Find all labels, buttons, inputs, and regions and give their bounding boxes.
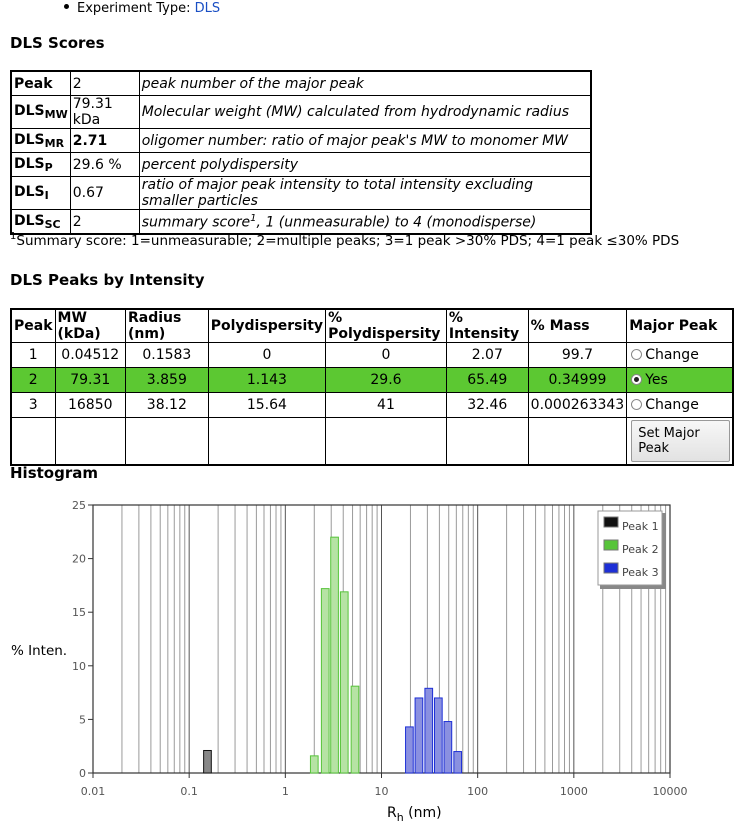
score-key [11, 96, 70, 129]
histogram-bar [454, 752, 462, 773]
peak-cell: 3.859 [125, 368, 208, 393]
score-key-text: DLS [14, 184, 45, 200]
peak-cell: 0 [326, 343, 447, 368]
major-peak-cell [627, 393, 733, 418]
histogram-bar [340, 592, 348, 773]
peak-cell: 0.34999 [528, 368, 627, 393]
y-tick-label: 5 [79, 713, 86, 727]
score-key-subscript: SC [44, 217, 61, 231]
score-description [139, 129, 591, 153]
empty-cell [528, 418, 627, 466]
y-axis-label: % Inten. [11, 643, 68, 659]
score-description [139, 177, 591, 210]
peak-cell: 41 [326, 393, 447, 418]
set-major-peak-button[interactable]: Set Major Peak [631, 420, 730, 462]
y-tick-label: 20 [72, 552, 86, 566]
empty-cell [55, 418, 125, 466]
score-key-text: DLS [14, 155, 45, 172]
set-major-peak-cell [627, 418, 733, 466]
y-tick-label: 25 [72, 499, 86, 512]
histogram-chart [0, 494, 734, 804]
peak-cell: 32.46 [446, 393, 528, 418]
empty-cell [11, 418, 55, 466]
x-tick-label: 10000 [652, 785, 688, 798]
dls-scores-heading: DLS Scores [10, 34, 105, 52]
experiment-type-label: Experiment Type: [77, 1, 191, 16]
x-tick-label: 10 [374, 785, 389, 798]
peak-cell: 0.1583 [125, 343, 208, 368]
major-peak-radio-label[interactable]: Change [645, 397, 699, 413]
column-header: MW (kDa) [55, 309, 125, 343]
peak-cell: 3 [11, 393, 55, 418]
peak-cell: 1 [11, 343, 55, 368]
column-header: % Intensity [446, 309, 528, 343]
score-key-subscript: P [44, 160, 53, 174]
peak-cell: 2 [11, 368, 55, 393]
score-description-text: peak number of the major peak [141, 75, 364, 92]
legend-label: Peak 2 [622, 543, 659, 556]
peak-cell: 29.6 [326, 368, 447, 393]
score-key [11, 71, 70, 96]
bullet-icon [64, 4, 69, 9]
peak-cell: 79.31 [55, 368, 125, 393]
histogram-bar [415, 698, 423, 773]
score-key-text: DLS [14, 131, 45, 148]
score-row [11, 71, 591, 96]
x-tick-label: 100 [467, 785, 489, 798]
legend-label: Peak 3 [622, 566, 659, 579]
y-tick-label: 0 [79, 767, 86, 780]
major-peak-radio[interactable] [631, 399, 642, 410]
legend-swatch [604, 563, 618, 573]
major-peak-radio[interactable] [631, 349, 642, 360]
column-header: % Mass [528, 309, 627, 343]
histogram-bar [425, 688, 433, 773]
peak-cell: 0.04512 [55, 343, 125, 368]
x-axis-label-sub: h [396, 810, 404, 824]
peak-cell: 15.64 [208, 393, 325, 418]
histogram-bar [321, 589, 329, 773]
footnote-mark: 1 [10, 231, 17, 242]
x-axis-label-tail: (nm) [403, 805, 442, 821]
score-key [11, 177, 70, 210]
score-key-subscript: MR [44, 136, 65, 150]
score-description-text: Molecular weight (MW) calculated from hydrodynamic radius [141, 104, 569, 120]
y-tick-label: 10 [72, 659, 86, 673]
x-tick-label: 0.01 [80, 785, 106, 798]
legend-swatch [604, 540, 618, 550]
score-description-text: percent polydispersity [141, 156, 299, 173]
legend-swatch [604, 517, 618, 527]
peak-cell: 16850 [55, 393, 125, 418]
dls-peaks-heading: DLS Peaks by Intensity [10, 271, 205, 289]
score-key [11, 153, 70, 177]
score-value: 2.71 [70, 129, 139, 153]
peak-row [11, 343, 733, 368]
footnote-ref: 1 [250, 212, 257, 224]
score-key-subscript: I [44, 189, 49, 202]
score-description [139, 96, 591, 129]
x-axis-label-main: R [387, 805, 397, 821]
histogram-bar [444, 722, 452, 773]
peak-cell: 1.143 [208, 368, 325, 393]
score-row [11, 177, 591, 210]
major-peak-cell [627, 343, 733, 368]
histogram-heading: Histogram [10, 464, 98, 482]
column-header: Major Peak [627, 309, 733, 343]
histogram-bar [351, 686, 359, 773]
major-peak-radio-label[interactable]: Change [645, 347, 699, 363]
score-description-text: summary score [141, 214, 251, 231]
experiment-type-link[interactable]: DLS [194, 1, 221, 16]
peak-row [11, 393, 733, 418]
column-header: Peak [11, 309, 55, 343]
x-tick-label: 1 [281, 785, 289, 798]
score-value: 2 [70, 210, 139, 235]
score-value: 79.31 kDa [70, 96, 139, 129]
peak-cell: 38.12 [125, 393, 208, 418]
score-value: 29.6 % [70, 153, 139, 177]
x-axis-label [387, 805, 442, 824]
y-tick-label: 15 [72, 606, 86, 620]
score-key [11, 129, 70, 153]
empty-cell [208, 418, 325, 466]
legend-label: Peak 1 [622, 520, 659, 533]
score-description [139, 71, 591, 96]
column-header: Radius (nm) [125, 309, 208, 343]
column-header: % Polydispersity [326, 309, 447, 343]
score-row [11, 153, 591, 177]
x-tick-label: 0.1 [180, 785, 198, 798]
dls-peaks-table [10, 308, 734, 466]
peak-cell: 0 [208, 343, 325, 368]
score-description-text: ratio of major peak intensity to total intensity excluding smaller particles [141, 177, 534, 209]
peak-cell: 65.49 [446, 368, 528, 393]
experiment-type-item [64, 1, 220, 16]
score-key-text: DLS [14, 212, 45, 229]
empty-cell [446, 418, 528, 466]
score-key-text: Peak [14, 75, 53, 92]
histogram-bar [204, 750, 212, 773]
peak-cell: 99.7 [528, 343, 627, 368]
score-description [139, 153, 591, 177]
footnote-text: Summary score: 1=unmeasurable; 2=multiple peaks; 3=1 peak >30% PDS; 4=1 peak ≤30% PDS [16, 233, 680, 249]
summary-footnote [10, 231, 679, 249]
peak-cell: 2.07 [446, 343, 528, 368]
score-description-text: oligomer number: ratio of major peak's MW to monomer MW [141, 132, 569, 149]
peak-cell: 0.000263343 [528, 393, 627, 418]
score-key-text: DLS [14, 103, 45, 119]
x-tick-label: 1000 [559, 785, 588, 798]
histogram-bar [310, 756, 318, 773]
empty-cell [326, 418, 447, 466]
score-description-tail: , 1 (unmeasurable) to 4 (monodisperse) [256, 214, 537, 231]
major-peak-radio[interactable] [631, 374, 642, 385]
score-key-subscript: MW [44, 108, 68, 121]
score-value: 2 [70, 71, 139, 96]
column-header: Polydispersity [208, 309, 325, 343]
empty-cell [125, 418, 208, 466]
dls-scores-table [10, 70, 592, 235]
histogram-bar [434, 698, 442, 773]
histogram-bar [406, 727, 414, 773]
peak-row [11, 368, 733, 393]
score-value: 0.67 [70, 177, 139, 210]
score-row [11, 96, 591, 129]
major-peak-cell [627, 368, 733, 393]
peak-action-row [11, 418, 733, 466]
major-peak-radio-label[interactable]: Yes [645, 372, 668, 388]
histogram-bar [331, 537, 339, 773]
score-row [11, 129, 591, 153]
